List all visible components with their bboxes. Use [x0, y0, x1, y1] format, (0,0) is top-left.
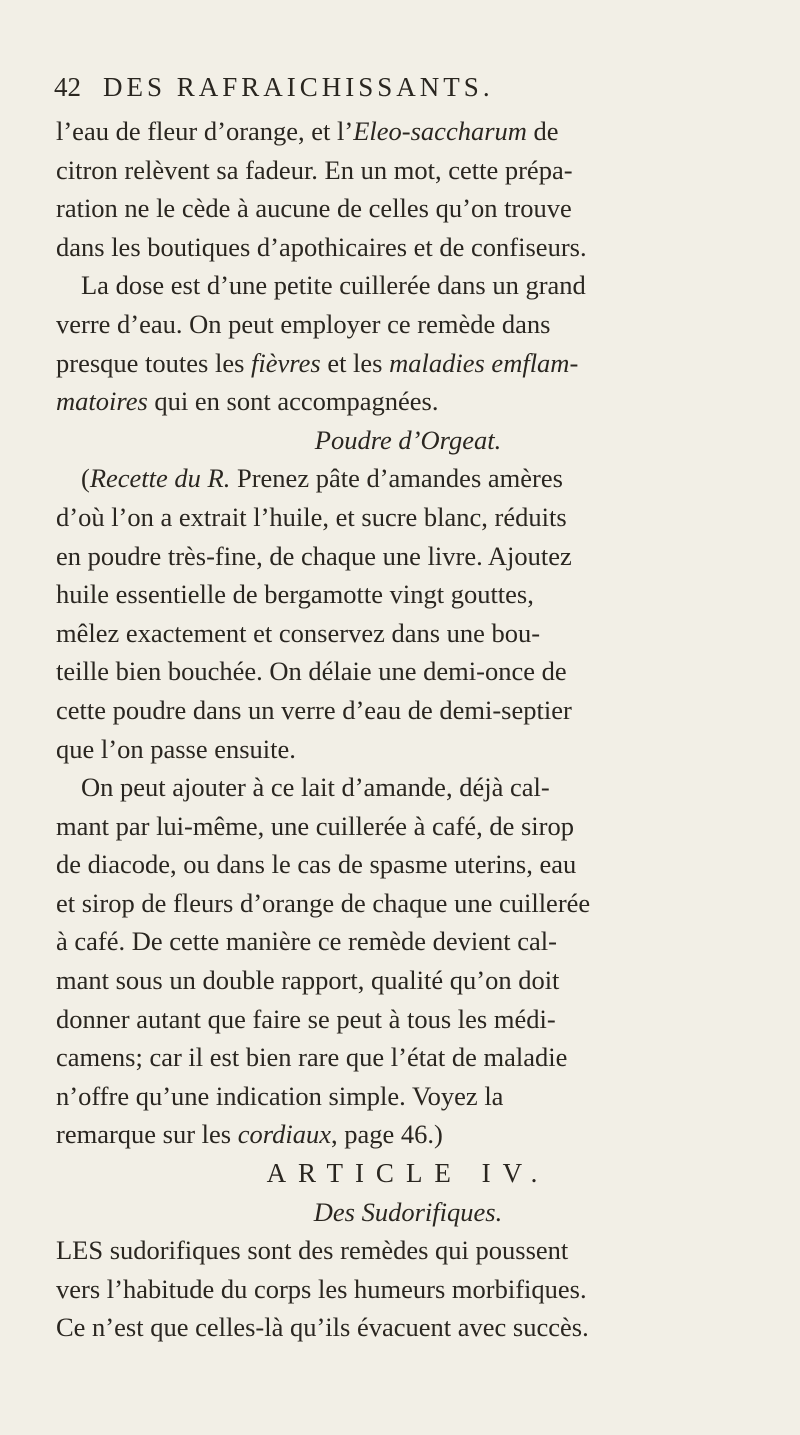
italic-run: Poudre d’Orgeat. — [314, 424, 502, 455]
text-line: d’où l’on a extrait l’huile, et sucre blanc, réduits — [56, 501, 567, 532]
text-line: n’offre qu’une indication simple. Voyez la — [56, 1080, 504, 1111]
running-head — [54, 72, 760, 112]
text-line: que l’on passe ensuite. — [56, 733, 296, 764]
text-run: remarque sur les — [56, 1119, 238, 1150]
text-line: mêlez exactement et conservez dans une bou- — [56, 617, 541, 648]
text-line — [56, 344, 760, 383]
text-line: dans les boutiques d’apothicaires et de confiseurs. — [56, 231, 587, 262]
text-line: à café. De cette manière ce remède devient cal- — [56, 926, 557, 957]
text-run: de — [526, 116, 559, 146]
italic-run: Eleo-saccharum — [353, 116, 527, 146]
text-line — [56, 459, 760, 498]
text-line: LES sudorifiques sont des remèdes qui poussent — [56, 1235, 569, 1266]
text-line: mant sous un double rapport, qualité qu’on doit — [56, 965, 560, 996]
article-heading: ARTICLE IV. — [266, 1158, 550, 1189]
text-line — [56, 112, 760, 151]
text-line: et sirop de fleurs d’orange de chaque une cuillerée — [56, 887, 591, 918]
body-text — [56, 112, 760, 1347]
section-heading — [56, 1193, 760, 1232]
running-title: DES RAFRAICHISSANTS. — [103, 72, 494, 102]
text-line: cette poudre dans un verre d’eau de demi-septier — [56, 694, 572, 725]
text-run: Prenez pâte d’amandes amères — [230, 463, 563, 494]
page-number: 42 — [54, 72, 81, 102]
text-line: ration ne le cède à aucune de celles qu’on trouve — [56, 193, 572, 224]
text-line: La dose est d’une petite cuillerée dans un grand — [81, 270, 586, 301]
italic-run: maladies emflam- — [389, 347, 579, 378]
text-line — [56, 382, 760, 421]
text-line: en poudre très-fine, de chaque une livre. Ajoutez — [56, 540, 572, 571]
text-line: Ce n’est que celles-là qu’ils évacuent avec succès. — [56, 1312, 589, 1343]
text-run: , page 46.) — [330, 1119, 443, 1150]
text-line: citron relèvent sa fadeur. En un mot, cette prépa- — [56, 154, 573, 185]
text-line: huile essentielle de bergamotte vingt gouttes, — [56, 579, 534, 610]
text-run: ( — [81, 463, 90, 494]
italic-run: Recette du R. — [89, 463, 231, 494]
text-run: et les — [320, 347, 390, 378]
text-run: l’eau de fleur d’orange, et l’ — [56, 116, 354, 146]
italic-run: Des Sudorifiques. — [313, 1196, 503, 1227]
text-line: donner autant que faire se peut à tous les médi- — [56, 1003, 556, 1034]
text-line: teille bien bouchée. On délaie une demi-once de — [56, 656, 567, 687]
text-line: On peut ajouter à ce lait d’amande, déjà cal- — [81, 772, 550, 803]
italic-run: matoires — [56, 386, 148, 417]
text-run: presque toutes les — [56, 347, 252, 378]
text-line: vers l’habitude du corps les humeurs morbifiques. — [56, 1273, 587, 1304]
text-line: mant par lui-même, une cuillerée à café, de sirop — [56, 810, 574, 841]
italic-run: fièvres — [251, 347, 321, 378]
text-line: verre d’eau. On peut employer ce remède dans — [56, 308, 551, 339]
section-heading — [56, 421, 760, 460]
text-line: de diacode, ou dans le cas de spasme uterins, eau — [56, 849, 577, 880]
text-line — [56, 1115, 760, 1154]
italic-run: cordiaux — [237, 1119, 331, 1150]
text-line: camens; car il est bien rare que l’état de maladie — [56, 1042, 568, 1073]
text-run: qui en sont accompagnées. — [147, 386, 439, 417]
